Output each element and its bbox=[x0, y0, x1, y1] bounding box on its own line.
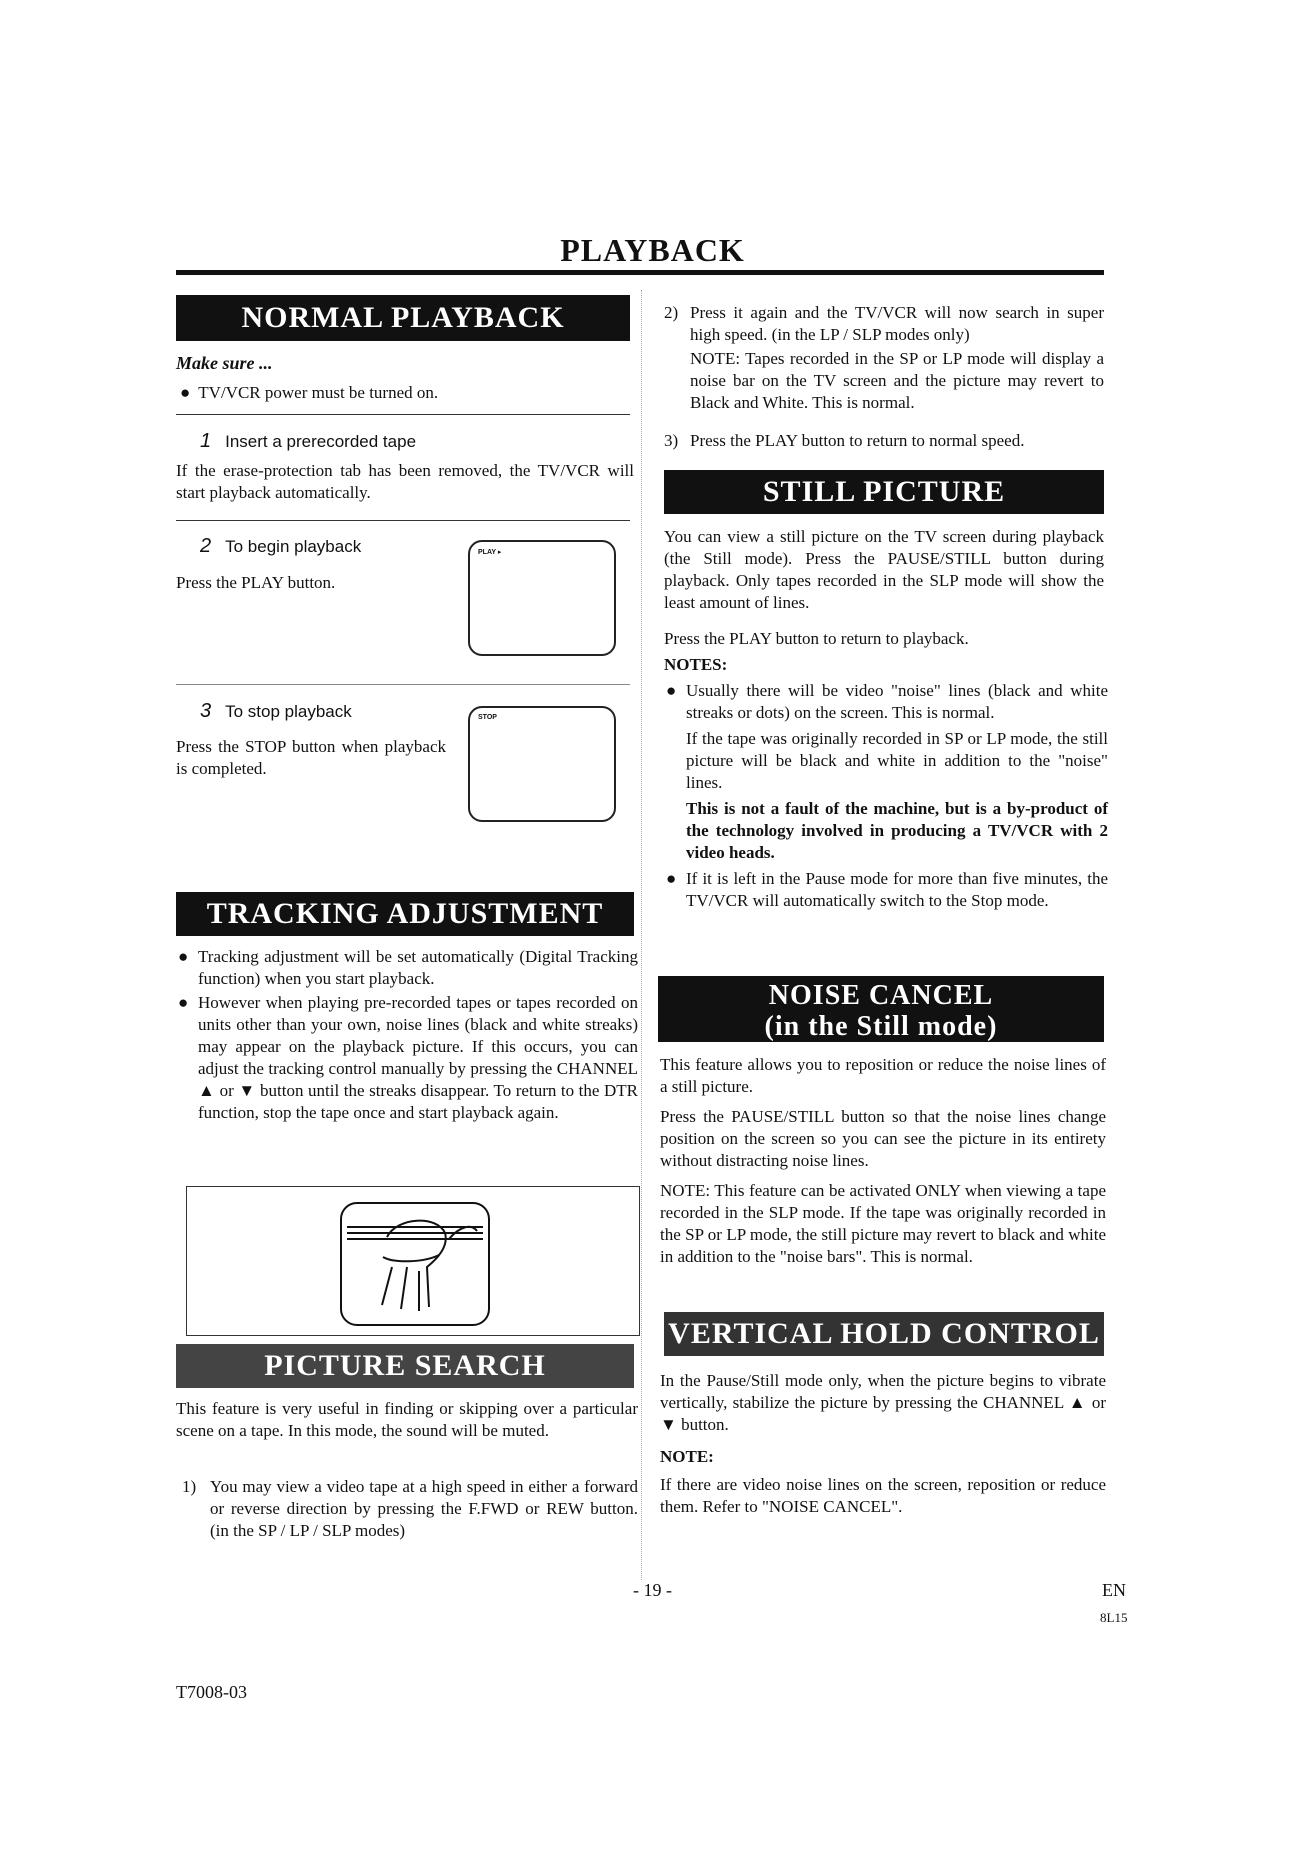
column-divider bbox=[641, 290, 642, 1580]
normal-playback-banner: NORMAL PLAYBACK bbox=[176, 295, 630, 341]
step-3-text: Press the STOP button when playback is completed. bbox=[176, 737, 446, 778]
picture-search-item-2 bbox=[664, 302, 1104, 414]
make-sure-item: ● TV/VCR power must be turned on. bbox=[180, 383, 439, 402]
item-2-text: Press it again and the TV/VCR will now search in super high speed. (in the LP / SLP modes only) bbox=[690, 303, 1104, 344]
stop-screen-label: STOP bbox=[478, 714, 497, 721]
still-picture-return: Press the PLAY button to return to playback. bbox=[664, 629, 969, 648]
still-picture-intro: You can view a still picture on the TV screen during playback (the Still mode). Press the PAUSE/STILL button during playback. Only tapes recorded in the SLP mode will show the least amount of lines. bbox=[664, 527, 1104, 612]
step-3-title: To stop playback bbox=[225, 702, 352, 721]
step-2-title: To begin playback bbox=[225, 537, 362, 556]
dog-tv-icon bbox=[187, 1187, 639, 1335]
item-1-text: You may view a video tape at a high speed in either a forward or reverse direction by pressing the F.FWD or REW button. (in the SP / LP / SLP modes) bbox=[210, 1477, 638, 1540]
step-2-number: 2 bbox=[200, 535, 212, 557]
tracking-banner: TRACKING ADJUSTMENT bbox=[176, 892, 634, 936]
divider bbox=[176, 684, 630, 685]
tracking-illustration-frame bbox=[186, 1186, 640, 1336]
still-note-1b: If the tape was originally recorded in SP or LP mode, the still picture will be black and white in addition to the "noise" lines. bbox=[686, 729, 1108, 792]
still-note-1: ● Usually there will be video "noise" lines (black and white streaks or dots) on the screen. This is normal. If the tape was originally recorded in SP or LP mode, the still picture will be black and white in addition to the "noise" lines. This is not a fault of the machine, but is a by-product of the technology involved in producing a TV/VCR with 2 video heads. bbox=[666, 681, 1108, 862]
picture-search-intro: This feature is very useful in finding or skipping over a particular scene on a tape. In this mode, the sound will be muted. bbox=[176, 1399, 638, 1440]
play-screen-label: PLAY ▸ bbox=[478, 549, 502, 556]
step-2-text: Press the PLAY button. bbox=[176, 573, 336, 592]
vertical-hold-p2: If there are video noise lines on the screen, reposition or reduce them. Refer to "NOISE CANCEL". bbox=[660, 1475, 1106, 1516]
noise-cancel-p2: Press the PAUSE/STILL button so that the noise lines change position on the screen so you can see the picture in its entirety without distracting noise lines. bbox=[660, 1107, 1106, 1170]
noise-cancel-banner-line-1: NOISE CANCEL bbox=[768, 980, 994, 1011]
step-1-heading bbox=[200, 430, 416, 453]
page-title: PLAYBACK bbox=[560, 232, 745, 268]
picture-search-item-1 bbox=[176, 1476, 638, 1542]
language-code: EN bbox=[1102, 1580, 1126, 1600]
still-note-2: ● If it is left in the Pause mode for more than five minutes, the TV/VCR will automatically switch to the Stop mode. bbox=[666, 869, 1108, 910]
page-number: - 19 - bbox=[633, 1580, 672, 1600]
make-sure-item-text: TV/VCR power must be turned on. bbox=[198, 383, 439, 402]
still-picture-banner: STILL PICTURE bbox=[664, 470, 1104, 514]
step-1-number: 1 bbox=[200, 430, 212, 452]
still-picture-notes bbox=[664, 680, 1108, 914]
title-rule bbox=[176, 270, 1104, 275]
step-1-text: If the erase-protection tab has been removed, the TV/VCR will start playback automatically. bbox=[176, 461, 634, 502]
stop-screen-illustration bbox=[468, 706, 616, 822]
tracking-list bbox=[176, 946, 638, 1126]
noise-cancel-banner bbox=[658, 976, 1104, 1042]
play-screen-illustration bbox=[468, 540, 616, 656]
step-3-number: 3 bbox=[200, 700, 212, 722]
noise-cancel-banner-line-2: (in the Still mode) bbox=[764, 1011, 998, 1042]
tracking-bullet-2: ● However when playing pre-recorded tapes or tapes recorded on units other than your own, noise lines (black and white streaks) may appear on the playback picture. If this occurs, you can adjust the tracking control manually by pressing the CHANNEL ▲ or ▼ button until the streaks disappear. To return to the DTR function, stop the tape once and start playback again. bbox=[178, 993, 638, 1122]
item-3-number: 3) bbox=[664, 431, 679, 450]
picture-search-banner: PICTURE SEARCH bbox=[176, 1344, 634, 1388]
document-code: T7008-03 bbox=[176, 1682, 247, 1702]
item-2-number: 2) bbox=[664, 303, 679, 322]
tracking-bullet-1: ● Tracking adjustment will be set automatically (Digital Tracking function) when you start playback. bbox=[178, 947, 638, 988]
item-1-number: 1) bbox=[182, 1477, 197, 1496]
picture-search-item-3 bbox=[664, 430, 1104, 452]
noise-cancel-p1: This feature allows you to reposition or reduce the noise lines of a still picture. bbox=[660, 1055, 1106, 1096]
step-3-heading bbox=[200, 700, 352, 723]
vertical-hold-banner: VERTICAL HOLD CONTROL bbox=[664, 1312, 1104, 1356]
still-note-1c: This is not a fault of the machine, but is a by-product of the technology involved in producing a TV/VCR with 2 video heads. bbox=[686, 799, 1108, 862]
step-2-heading bbox=[200, 535, 361, 558]
step-1-title: Insert a prerecorded tape bbox=[225, 432, 417, 451]
item-3-text: Press the PLAY button to return to normal speed. bbox=[690, 431, 1025, 450]
vertical-hold-p1: In the Pause/Still mode only, when the picture begins to vibrate vertically, stabilize the picture by pressing the CHANNEL ▲ or ▼ button. bbox=[660, 1371, 1106, 1434]
vertical-hold-note-label: NOTE: bbox=[660, 1447, 714, 1466]
noise-cancel-p3: NOTE: This feature can be activated ONLY when viewing a tape recorded in the SLP mode. If the tape was originally recorded in the SP or LP mode, the still picture may revert to black and white in addition to the "noise bars". This is normal. bbox=[660, 1181, 1106, 1266]
model-code: 8L15 bbox=[1100, 1610, 1128, 1625]
still-picture-notes-label: NOTES: bbox=[664, 655, 728, 674]
divider bbox=[176, 520, 630, 521]
make-sure-label: Make sure ... bbox=[176, 353, 273, 373]
divider bbox=[176, 414, 630, 415]
picture-search-note: NOTE: Tapes recorded in the SP or LP mode will display a noise bar on the TV screen and the picture may revert to Black and White. This is normal. bbox=[690, 349, 1104, 412]
